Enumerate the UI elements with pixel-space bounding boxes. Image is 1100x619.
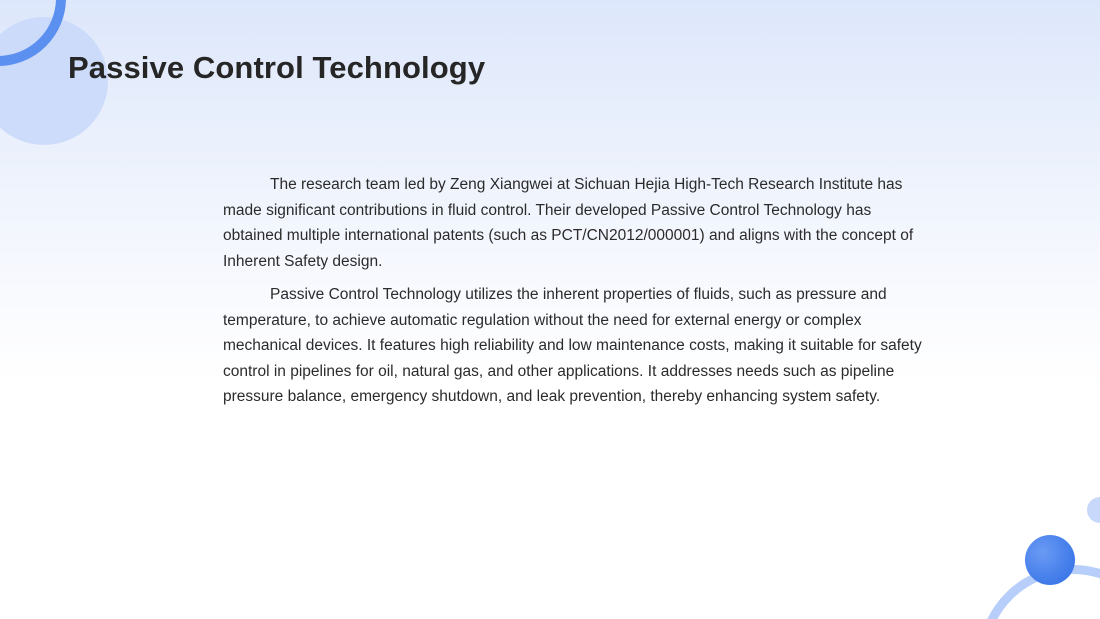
slide-body — [223, 172, 923, 410]
body-paragraph-2: Passive Control Technology utilizes the inherent properties of fluids, such as pressure and temperature, to achieve automatic regulation without the need for external energy or complex mechanical devices. It features high reliability and low maintenance costs, making it suitable for safety control in pipelines for oil, natural gas, and other applications. It addresses needs such as pipeline pressure balance, emergency shutdown, and leak prevention, thereby enhancing system safety. — [223, 286, 922, 405]
slide-title: Passive Control Technology — [68, 50, 486, 85]
body-paragraph-1: The research team led by Zeng Xiangwei at Sichuan Hejia High-Tech Research Institute has made significant contributions in fluid control. Their developed Passive Control Technology has obtained multiple international patents (such as PCT/CN2012/000001) and aligns with the concept of Inherent Safety design. — [223, 176, 914, 270]
decorative-ball-bottom-right — [1025, 535, 1075, 585]
decorative-dot-bottom-right — [1087, 497, 1100, 523]
